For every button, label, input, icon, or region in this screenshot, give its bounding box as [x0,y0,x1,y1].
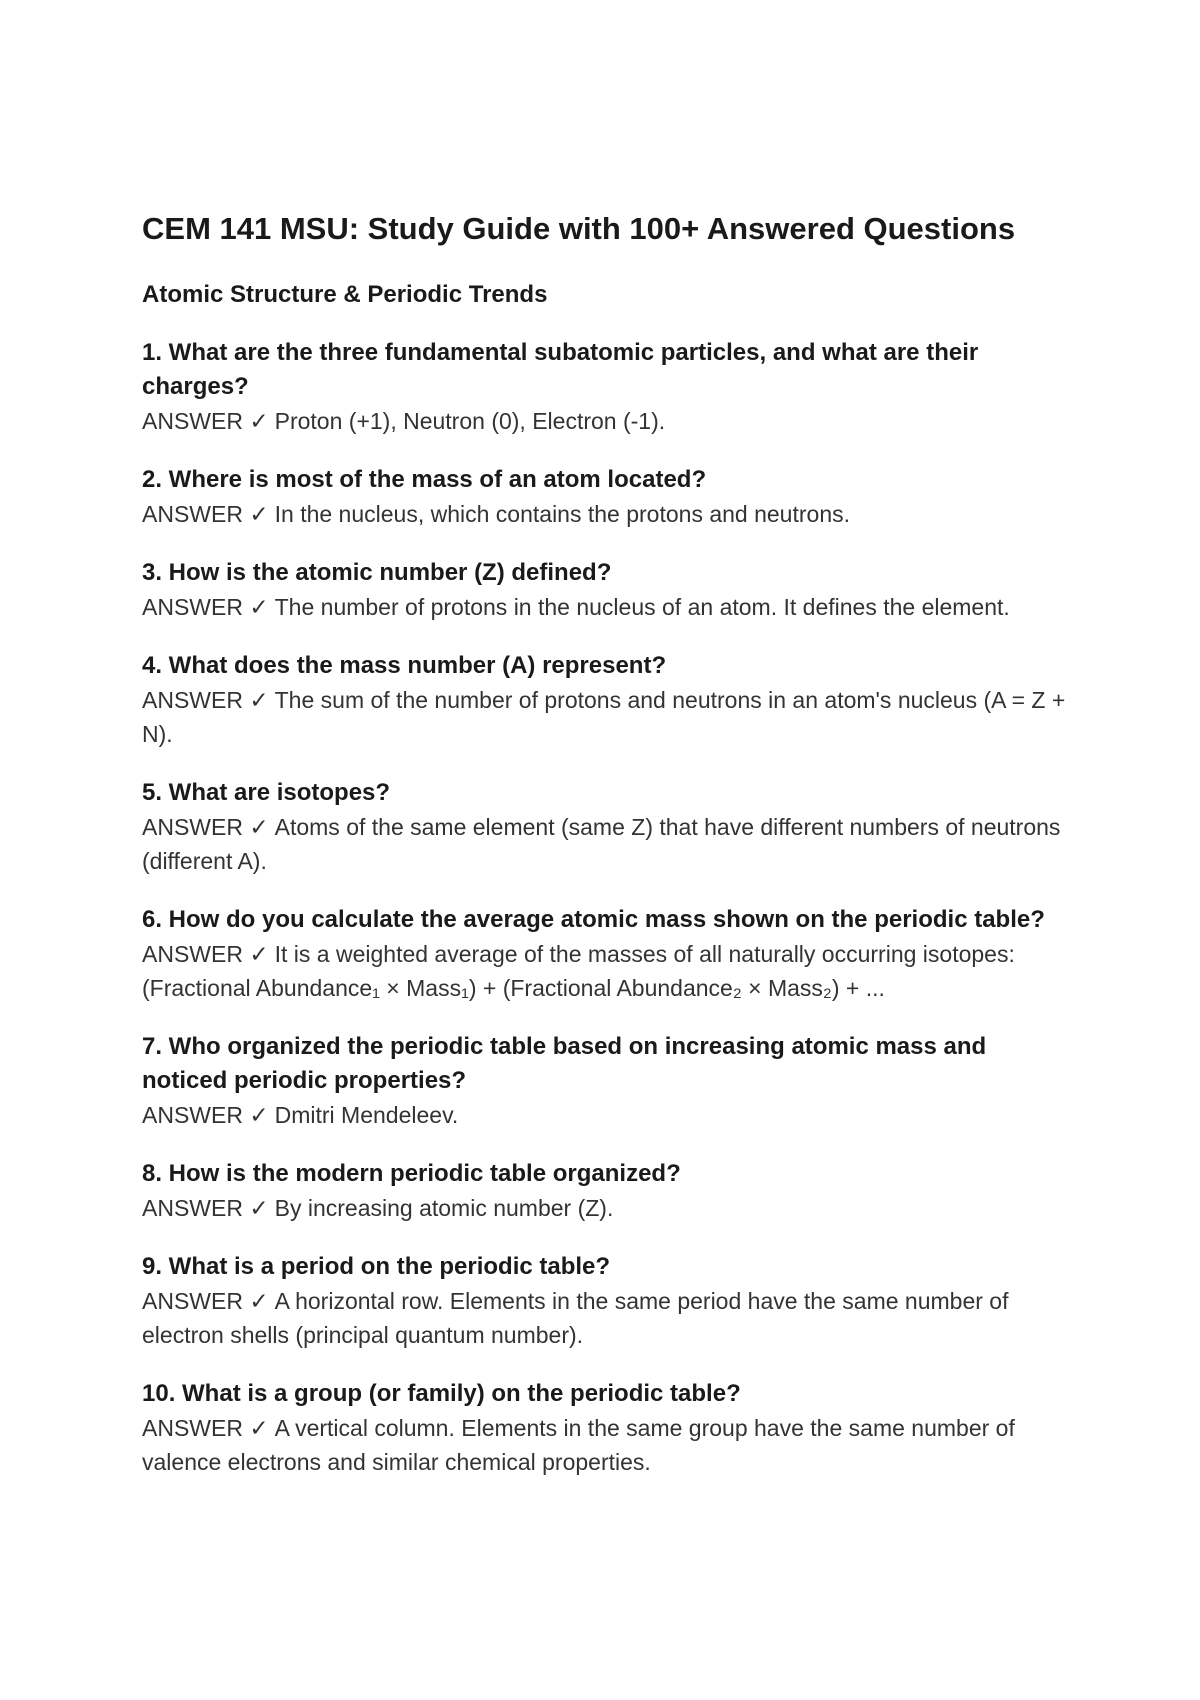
document-page [142,210,1072,1504]
qa-item [142,649,1072,751]
answer-label: ANSWER ✓ [142,1101,269,1128]
answer-text: The sum of the number of protons and neutrons in an atom's nucleus (A = Z + N). [142,686,1066,747]
answer-text: A horizontal row. Elements in the same period have the same number of electron shells (principal quantum number). [142,1287,1009,1348]
qa-item [142,336,1072,438]
qa-list [142,336,1072,1479]
section-heading: Atomic Structure & Periodic Trends [142,280,548,308]
answer [142,937,1072,1005]
qa-item [142,1377,1072,1479]
qa-item [142,1157,1072,1225]
qa-item [142,903,1072,1005]
answer [142,1098,1072,1132]
question: 5. What are isotopes? [142,778,391,806]
qa-item [142,463,1072,531]
answer-label: ANSWER ✓ [142,1194,269,1221]
answer-text: A vertical column. Elements in the same group have the same number of valence electrons and similar chemical properties. [142,1414,1015,1475]
answer [142,1411,1072,1479]
answer-text: Dmitri Mendeleev. [274,1101,459,1128]
answer-label: ANSWER ✓ [142,686,269,713]
answer-label: ANSWER ✓ [142,500,269,527]
answer-label: ANSWER ✓ [142,1287,269,1314]
answer-label: ANSWER ✓ [142,940,269,967]
answer-text: Proton (+1), Neutron (0), Electron (-1). [274,407,666,434]
question: 6. How do you calculate the average atomic mass shown on the periodic table? [142,905,1045,933]
answer [142,1284,1072,1352]
document-title: CEM 141 MSU: Study Guide with 100+ Answered Questions [142,211,1016,246]
answer [142,590,1072,624]
question: 4. What does the mass number (A) represent? [142,651,667,679]
answer [142,810,1072,878]
qa-item [142,1250,1072,1352]
answer [142,404,1072,438]
answer-text: The number of protons in the nucleus of an atom. It defines the element. [274,593,1010,620]
answer-text: It is a weighted average of the masses of all naturally occurring isotopes: (Fractional Abundance₁ × Mass₁) + (Fractional Abundance₂ × Mass₂) + ... [142,940,1015,1001]
answer-label: ANSWER ✓ [142,1414,269,1441]
question: 8. How is the modern periodic table organized? [142,1159,681,1187]
answer [142,683,1072,751]
answer-text: In the nucleus, which contains the protons and neutrons. [274,500,850,527]
question: 10. What is a group (or family) on the periodic table? [142,1379,741,1407]
qa-item [142,776,1072,878]
answer-label: ANSWER ✓ [142,593,269,620]
answer-label: ANSWER ✓ [142,407,269,434]
answer-text: Atoms of the same element (same Z) that have different numbers of neutrons (different A). [142,813,1061,874]
answer-text: By increasing atomic number (Z). [274,1194,614,1221]
qa-item [142,1030,1072,1132]
question: 2. Where is most of the mass of an atom located? [142,465,707,493]
question: 9. What is a period on the periodic table? [142,1252,611,1280]
question: 3. How is the atomic number (Z) defined? [142,558,612,586]
answer-label: ANSWER ✓ [142,813,269,840]
qa-item [142,556,1072,624]
question: 1. What are the three fundamental subatomic particles, and what are their charges? [142,338,979,400]
question: 7. Who organized the periodic table based on increasing atomic mass and noticed periodic properties? [142,1032,987,1094]
answer [142,497,1072,531]
answer [142,1191,1072,1225]
